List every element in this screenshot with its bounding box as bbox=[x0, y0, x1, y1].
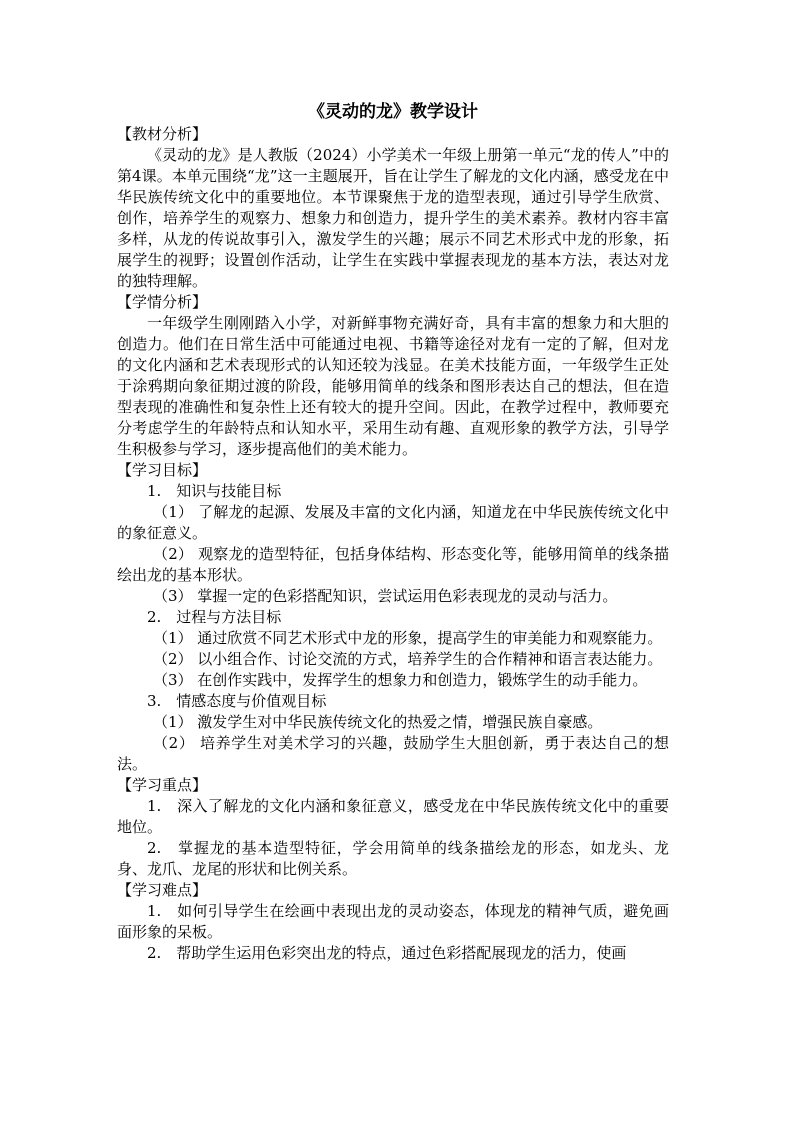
document-page bbox=[117, 100, 669, 964]
difficulty-item: 1. 如何引导学生在绘画中表现出龙的灵动姿态，体现龙的精神气质，避免画面形象的呆板。 bbox=[117, 902, 669, 941]
objective-group-title: 1. 知识与技能目标 bbox=[147, 482, 282, 500]
objective-item: （2） 观察龙的造型特征，包括身体结构、形态变化等，能够用简单的线条描绘出龙的基本形状。 bbox=[117, 545, 669, 584]
document-title: 《灵动的龙》教学设计 bbox=[308, 102, 478, 122]
heading-student-analysis: 【学情分析】 bbox=[117, 293, 208, 311]
heading-textbook-analysis: 【教材分析】 bbox=[117, 125, 208, 143]
heading-learning-objectives: 【学习目标】 bbox=[117, 461, 208, 479]
textbook-analysis-paragraph: 《灵动的龙》是人教版（2024）小学美术一年级上册第一单元“龙的传人”中的第4课。本单元围绕“龙”这一主题展开，旨在让学生了解龙的文化内涵，感受龙在中华民族传统文化中的重要地位。本节课聚焦于龙的造型表现，通过引导学生欣赏、创作，培养学生的观察力、想象力和创造力，提升学生的美术素养。教材内容丰富多样，从龙的传说故事引入，激发学生的兴趣；展示不同艺术形式中龙的形象，拓展学生的视野；设置创作活动，让学生在实践中掌握表现龙的基本方法，表达对龙的独特理解。 bbox=[117, 146, 669, 290]
objective-item: （3） 在创作实践中，发挥学生的想象力和创造力，锻炼学生的动手能力。 bbox=[153, 671, 648, 689]
difficulty-item: 2. 帮助学生运用色彩突出龙的特点，通过色彩搭配展现龙的活力，使画 bbox=[147, 944, 627, 962]
objective-item: （2） 以小组合作、讨论交流的方式，培养学生的合作精神和语言表达能力。 bbox=[153, 650, 663, 668]
objective-group-title: 3. 情感态度与价值观目标 bbox=[147, 692, 327, 710]
student-analysis-paragraph: 一年级学生刚刚踏入小学，对新鲜事物充满好奇，具有丰富的想象力和大胆的创造力。他们在日常生活中可能通过电视、书籍等途径对龙有一定的了解，但对龙的文化内涵和艺术表现形式的认知还较为浅显。在美术技能方面，一年级学生正处于涂鸦期向象征期过渡的阶段，能够用简单的线条和图形表达自己的想法，但在造型表现的准确性和复杂性上还有较大的提升空间。因此，在教学过程中，教师要充分考虑学生的年龄特点和认知水平，采用生动有趣、直观形象的教学方法，引导学生积极参与学习，逐步提高他们的美术能力。 bbox=[117, 314, 669, 458]
objective-item: （3） 掌握一定的色彩搭配知识，尝试运用色彩表现龙的灵动与活力。 bbox=[153, 587, 618, 605]
heading-key-points: 【学习重点】 bbox=[117, 776, 208, 794]
heading-difficulties: 【学习难点】 bbox=[117, 881, 208, 899]
objective-item: （1） 通过欣赏不同艺术形式中龙的形象，提高学生的审美能力和观察能力。 bbox=[153, 629, 663, 647]
objective-item: （2） 培养学生对美术学习的兴趣，鼓励学生大胆创新，勇于表达自己的想法。 bbox=[117, 734, 669, 773]
objective-item: （1） 激发学生对中华民族传统文化的热爱之情，增强民族自豪感。 bbox=[153, 713, 603, 731]
key-point-item: 2. 掌握龙的基本造型特征，学会用简单的线条描绘龙的形态，如龙头、龙身、龙爪、龙尾的形状和比例关系。 bbox=[117, 839, 669, 878]
objective-item: （1） 了解龙的起源、发展及丰富的文化内涵，知道龙在中华民族传统文化中的象征意义。 bbox=[117, 503, 669, 542]
key-point-item: 1. 深入了解龙的文化内涵和象征意义，感受龙在中华民族传统文化中的重要地位。 bbox=[117, 797, 669, 836]
objective-group-title: 2. 过程与方法目标 bbox=[147, 608, 282, 626]
